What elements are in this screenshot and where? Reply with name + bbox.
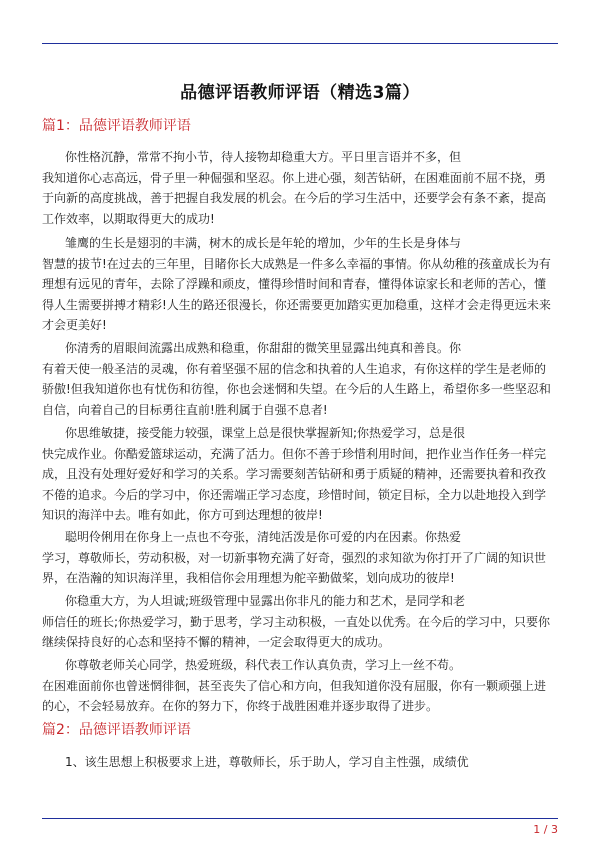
paragraph-line: 才会更美好! [42,318,107,332]
footer-rule [42,818,558,819]
paragraph-line: 不倦的追求。今后的学习中，你还需端正学习态度，珍惜时间，锁定目标，全力以赴地投入到学 [42,487,547,502]
header-rule [42,43,558,44]
document-title: 品德评语教师评语（精选3篇） [180,83,420,103]
paragraph-line: 理想有远见的青年，去除了浮躁和顽皮，懂得珍惜时间和青春，懂得体谅家长和老师的苦心，懂 [42,277,547,291]
paragraph-line: 得人生需要拼搏才精彩!人生的路还很漫长，你还需要更加踏实更加稳重，这样才会走得更远未来 [42,297,551,312]
paragraph-line: 继续保持良好的心态和坚持不懈的精神，一定会取得更大的成功。 [42,635,391,649]
paragraph-line: 于向新的高度挑战，善于把握自我发展的机会。在今后的学习生活中，还要学会有条不紊，提高 [42,191,547,205]
paragraph [42,423,558,526]
paragraph [42,527,558,589]
paragraph [42,752,558,773]
paragraph [42,338,558,420]
paragraph [42,655,558,717]
paragraph-line: 成，且没有处理好爱好和学习的关系。学习需要刻苦钻研和勇于质疑的精神，还需要执着和孜孜 [42,467,547,481]
paragraph-line: 有着天使一般圣洁的灵魂，你有着坚强不屈的信念和执着的人生追求，有你这样的学生是老师的 [42,361,547,376]
paragraph-line: 雏鹰的生长是翅羽的丰满，树木的成长是年轮的增加，少年的生长是身体与 [65,236,462,250]
page-indicator: 1 / 3 [533,823,558,836]
paragraph-line: 骄傲!但我知道你也有忧伤和彷徨，你也会迷惘和失望。在今后的人生路上，希望你多一些坚忍和 [42,382,551,396]
paragraph-line: 你思维敏捷，接受能力较强，课堂上总是很快掌握新知;你热爱学习，总是很 [65,426,466,440]
paragraph-line: 1、该生思想上积极要求上进，尊敬师长，乐于助人，学习自主性强，成绩优 [65,755,469,769]
paragraph [42,147,558,229]
paragraph-line: 知识的海洋中去。唯有如此，你方可到达理想的彼岸! [42,508,323,522]
section-heading-2: 篇2：品德评语教师评语 [42,722,191,738]
paragraph-line: 自信，向着自己的目标勇往直前!胜利属于自强不息者! [42,402,328,417]
paragraph [42,233,558,336]
paragraph-line: 你尊敬老师关心同学，热爱班级，科代表工作认真负责，学习上一丝不苟。 [65,658,462,672]
paragraph-line: 你性格沉静，常常不拘小节，待人接物却稳重大方。平日里言语并不多，但 [65,150,462,164]
paragraph-line: 在困难面前你也曾迷惘徘徊，甚至丧失了信心和方向，但我知道你没有屈服，你有一颗顽强上进 [42,678,547,693]
paragraph [42,591,558,653]
section-heading-1: 篇1：品德评语教师评语 [42,118,191,134]
paragraph-line: 我知道你心志高远，骨子里一种倔强和坚忍。你上进心强，刻苦钻研，在困难面前不屈不挠，勇 [42,170,547,185]
paragraph-line: 师信任的班长;你热爱学习，勤于思考，学习主动积极，一直处以优秀。在今后的学习中，只要你 [42,614,551,629]
paragraph-line: 智慧的拔节!在过去的三年里，目睹你长大成熟是一件多么幸福的事情。你从幼稚的孩童成长为有 [42,256,551,271]
paragraph-line: 工作效率，以期取得更大的成功! [42,211,215,226]
paragraph-line: 界，在浩瀚的知识海洋里，我相信你会用理想为舵辛勤做桨，划向成功的彼岸! [42,571,455,585]
paragraph-line: 你稳重大方，为人坦诚;班级管理中显露出你非凡的能力和艺术，是同学和老 [65,594,466,608]
paragraph-line: 快完成作业。你酷爱篮球运动，充满了活力。但你不善于珍惜利用时间，把作业当作任务一样完 [42,446,547,461]
paragraph-line: 的心，不会轻易放弃。在你的努力下，你终于战胜困难并逐步取得了进步。 [42,699,439,713]
paragraph-line: 你清秀的眉眼间流露出成熟和稳重，你甜甜的微笑里显露出纯真和善良。你 [65,341,462,355]
paragraph-line: 学习，尊敬师长，劳动积极，对一切新事物充满了好奇，强烈的求知欲为你打开了广阔的知识世 [42,550,547,565]
paragraph-line: 聪明伶俐用在你身上一点也不夸张，清纯活泼是你可爱的内在因素。你热爱 [65,530,462,544]
